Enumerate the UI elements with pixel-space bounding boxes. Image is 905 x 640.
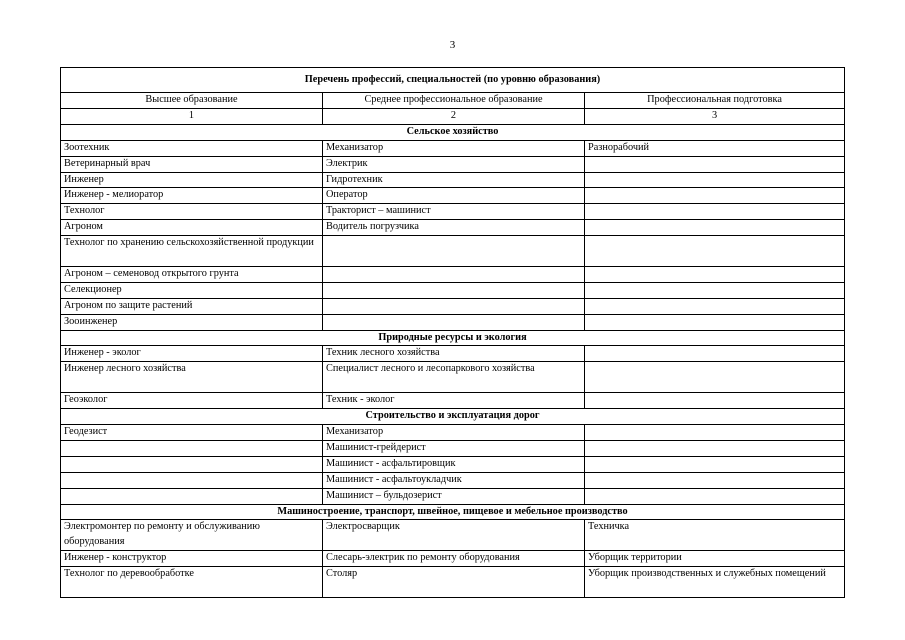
cell-higher: Электромонтер по ремонту и обслуживанию оборудования <box>61 520 323 551</box>
cell-secondary: Техник лесного хозяйства <box>323 346 585 362</box>
cell-secondary <box>323 314 585 330</box>
cell-higher: Агроном <box>61 220 323 236</box>
cell-higher: Инженер лесного хозяйства <box>61 362 323 393</box>
cell-higher: Геоэколог <box>61 393 323 409</box>
cell-training: Техничка <box>585 520 845 551</box>
table-row <box>61 472 845 488</box>
table-row <box>61 567 845 598</box>
cell-training <box>585 346 845 362</box>
cell-higher: Инженер - мелиоратор <box>61 188 323 204</box>
cell-secondary: Машинист - асфальтировщик <box>323 456 585 472</box>
column-number: 1 <box>61 108 323 124</box>
section-row-agriculture <box>61 124 845 140</box>
table-row <box>61 236 845 267</box>
section-title: Машиностроение, транспорт, швейное, пищевое и мебельное производство <box>61 504 845 520</box>
cell-training <box>585 472 845 488</box>
cell-secondary: Специалист лесного и лесопаркового хозяйства <box>323 362 585 393</box>
column-number: 2 <box>323 108 585 124</box>
cell-higher: Технолог по деревообработке <box>61 567 323 598</box>
cell-higher: Инженер <box>61 172 323 188</box>
cell-training <box>585 220 845 236</box>
table-row <box>61 456 845 472</box>
cell-secondary: Оператор <box>323 188 585 204</box>
table-row <box>61 204 845 220</box>
cell-secondary <box>323 282 585 298</box>
table-row <box>61 172 845 188</box>
table-header-row <box>61 93 845 109</box>
header-secondary-professional: Среднее профессиональное образование <box>323 93 585 109</box>
section-row-road-construction <box>61 409 845 425</box>
cell-training <box>585 362 845 393</box>
cell-secondary: Столяр <box>323 567 585 598</box>
cell-training: Разнорабочий <box>585 140 845 156</box>
cell-training <box>585 456 845 472</box>
section-row-manufacturing <box>61 504 845 520</box>
professions-table <box>60 67 845 598</box>
table-row <box>61 140 845 156</box>
cell-training <box>585 156 845 172</box>
cell-higher: Технолог по хранению сельскохозяйственной продукции <box>61 236 323 267</box>
cell-training: Уборщик производственных и служебных помещений <box>585 567 845 598</box>
section-title: Сельское хозяйство <box>61 124 845 140</box>
cell-higher <box>61 440 323 456</box>
cell-training <box>585 440 845 456</box>
cell-secondary: Механизатор <box>323 140 585 156</box>
section-title: Природные ресурсы и экология <box>61 330 845 346</box>
table-row <box>61 314 845 330</box>
cell-training <box>585 488 845 504</box>
table-row <box>61 440 845 456</box>
table-row <box>61 346 845 362</box>
cell-training <box>585 393 845 409</box>
table-row <box>61 488 845 504</box>
cell-higher <box>61 472 323 488</box>
header-higher-education: Высшее образование <box>61 93 323 109</box>
cell-secondary: Машинист-грейдерист <box>323 440 585 456</box>
table-row <box>61 425 845 441</box>
table-row <box>61 362 845 393</box>
table-row <box>61 551 845 567</box>
cell-secondary <box>323 236 585 267</box>
cell-training <box>585 282 845 298</box>
header-professional-training: Профессиональная подготовка <box>585 93 845 109</box>
cell-training <box>585 204 845 220</box>
cell-higher: Инженер - конструктор <box>61 551 323 567</box>
cell-higher: Агроном – семеновод открытого грунта <box>61 266 323 282</box>
table-row <box>61 266 845 282</box>
cell-secondary: Электрик <box>323 156 585 172</box>
cell-training <box>585 298 845 314</box>
cell-training <box>585 236 845 267</box>
cell-higher <box>61 488 323 504</box>
cell-higher: Геодезист <box>61 425 323 441</box>
cell-higher: Инженер - эколог <box>61 346 323 362</box>
cell-higher: Селекционер <box>61 282 323 298</box>
section-row-natural-resources <box>61 330 845 346</box>
table-row <box>61 520 845 551</box>
cell-higher: Зоотехник <box>61 140 323 156</box>
table-row <box>61 220 845 236</box>
cell-training: Уборщик территории <box>585 551 845 567</box>
cell-secondary: Машинист – бульдозерист <box>323 488 585 504</box>
table-row <box>61 156 845 172</box>
cell-secondary: Электросварщик <box>323 520 585 551</box>
table-title-row <box>61 68 845 93</box>
column-number: 3 <box>585 108 845 124</box>
cell-secondary: Водитель погрузчика <box>323 220 585 236</box>
cell-higher: Технолог <box>61 204 323 220</box>
cell-training <box>585 266 845 282</box>
cell-training <box>585 172 845 188</box>
table-row <box>61 282 845 298</box>
cell-higher <box>61 456 323 472</box>
table-row <box>61 188 845 204</box>
cell-secondary: Механизатор <box>323 425 585 441</box>
cell-higher: Агроном по защите растений <box>61 298 323 314</box>
column-number-row <box>61 108 845 124</box>
page-number: 3 <box>449 39 456 51</box>
cell-secondary: Гидротехник <box>323 172 585 188</box>
cell-secondary: Слесарь-электрик по ремонту оборудования <box>323 551 585 567</box>
section-title: Строительство и эксплуатация дорог <box>61 409 845 425</box>
cell-secondary <box>323 266 585 282</box>
table-row <box>61 298 845 314</box>
table-row <box>61 393 845 409</box>
cell-higher: Ветеринарный врач <box>61 156 323 172</box>
cell-training <box>585 188 845 204</box>
cell-higher: Зооинженер <box>61 314 323 330</box>
table-title: Перечень профессий, специальностей (по уровню образования) <box>61 68 845 93</box>
cell-training <box>585 425 845 441</box>
cell-secondary <box>323 298 585 314</box>
cell-training <box>585 314 845 330</box>
cell-secondary: Машинист - асфальтоукладчик <box>323 472 585 488</box>
cell-secondary: Техник - эколог <box>323 393 585 409</box>
cell-secondary: Тракторист – машинист <box>323 204 585 220</box>
